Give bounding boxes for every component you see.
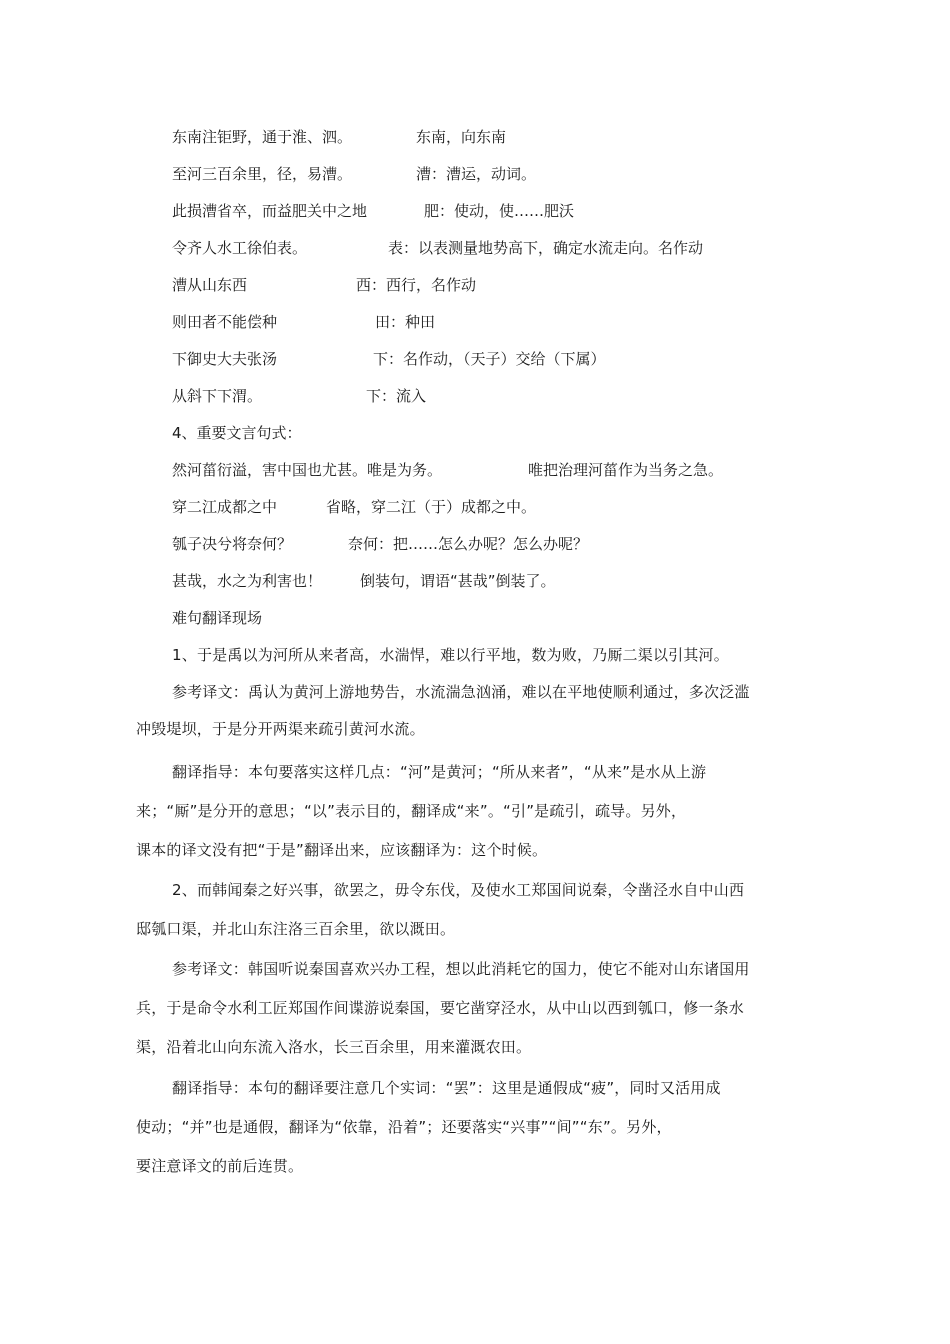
question-line: 1、于是禹以为河所从来者高，水湍悍，难以行平地，数为败，乃厮二渠以引其河。	[172, 646, 729, 664]
guide-line: 翻译指导：本句的翻译要注意几个实词：“罢”：这里是通假成“疲”，同时又活用成	[172, 1079, 721, 1097]
syntax-note: 唯把治理河菑作为当务之急。	[528, 461, 724, 479]
glossary-row	[172, 238, 704, 258]
syntax-row	[172, 534, 589, 554]
glossary-row	[172, 349, 606, 369]
glossary-row	[172, 312, 436, 332]
glossary-note: 西：西行，名作动	[356, 276, 477, 294]
syntax-note: 倒装句，谓语“甚哉”倒装了。	[360, 572, 556, 590]
glossary-note: 田：种田	[375, 313, 436, 331]
syntax-row	[172, 460, 724, 480]
glossary-row	[172, 164, 537, 184]
section-heading: 4、重要文言句式：	[172, 424, 302, 442]
syntax-phrase: 瓠子决兮将奈何？	[172, 535, 293, 553]
syntax-note: 省略，穿二江（于）成都之中。	[326, 498, 537, 516]
guide-line: 课本的译文没有把“于是”翻译出来，应该翻译为：这个时候。	[136, 841, 548, 859]
syntax-row	[172, 571, 556, 591]
guide-line: 来；“厮”是分开的意思；“以”表示目的，翻译成“来”。“引”是疏引，疏导。另外，	[136, 802, 687, 820]
guide-line: 使动；“并”也是通假，翻译为“依靠，沿着”；还要落实“兴事”“间”“东”。另外，	[136, 1118, 672, 1136]
reference-line: 冲毁堤坝，于是分开两渠来疏引黄河水流。	[136, 720, 425, 738]
glossary-note: 下：名作动，（天子）交给（下属）	[373, 350, 606, 368]
question-line: 邸瓠口渠，并北山东注洛三百余里，欲以溉田。	[136, 920, 456, 938]
glossary-row	[172, 275, 477, 295]
reference-line: 参考译文：禹认为黄河上游地势告，水流湍急汹涌，难以在平地使顺利通过，多次泛滥	[172, 683, 750, 701]
glossary-phrase: 至河三百余里，径，易漕。	[172, 165, 353, 183]
glossary-phrase: 令齐人水工徐伯表。	[172, 239, 308, 257]
glossary-phrase: 从斜下下渭。	[172, 387, 263, 405]
section-heading: 难句翻译现场	[172, 609, 263, 627]
glossary-phrase: 漕从山东西	[172, 276, 248, 294]
glossary-row	[172, 201, 575, 221]
syntax-phrase: 穿二江成都之中	[172, 498, 278, 516]
glossary-phrase: 东南注钜野，通于淮、泗。	[172, 128, 353, 146]
glossary-phrase: 则田者不能偿种	[172, 313, 278, 331]
glossary-row	[172, 386, 427, 406]
syntax-phrase: 甚哉，水之为利害也！	[172, 572, 323, 590]
glossary-note: 东南，向东南	[416, 128, 507, 146]
syntax-phrase: 然河菑衍溢，害中国也尤甚。唯是为务。	[172, 461, 443, 479]
glossary-note: 漕：漕运，动词。	[416, 165, 537, 183]
syntax-note: 奈何：把……怎么办呢？怎么办呢？	[348, 535, 589, 553]
syntax-row	[172, 497, 537, 517]
glossary-phrase: 下御史大夫张汤	[172, 350, 278, 368]
glossary-row	[172, 127, 507, 147]
reference-line: 渠，沿着北山向东流入洛水，长三百余里，用来灌溉农田。	[136, 1038, 532, 1056]
guide-line: 要注意译文的前后连贯。	[136, 1157, 304, 1175]
guide-line: 翻译指导：本句要落实这样几点：“河”是黄河；“所从来者”，“从来”是水从上游	[172, 763, 707, 781]
reference-line: 兵，于是命令水利工匠郑国作间谍游说秦国，要它凿穿泾水，从中山以西到瓠口，修一条水	[136, 999, 745, 1017]
glossary-note: 下：流入	[366, 387, 427, 405]
reference-line: 参考译文：韩国听说秦国喜欢兴办工程，想以此消耗它的国力，使它不能对山东诸国用	[172, 960, 750, 978]
glossary-phrase: 此损漕省卒，而益肥关中之地	[172, 202, 368, 220]
question-line: 2、而韩闻秦之好兴事，欲罢之，毋令东伐，及使水工郑国间说秦，令凿泾水自中山西	[172, 881, 745, 899]
glossary-note: 表：以表测量地势高下，确定水流走向。名作动	[388, 239, 704, 257]
glossary-note: 肥：使动，使……肥沃	[424, 202, 575, 220]
